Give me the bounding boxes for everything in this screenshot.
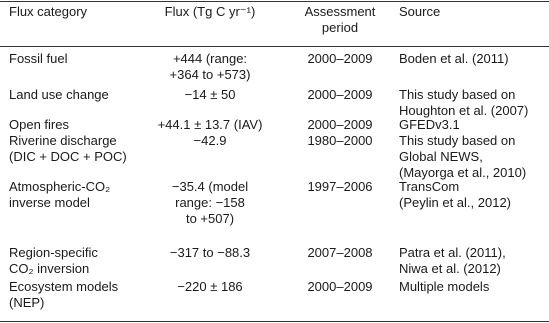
- row-1-flux-cell: [130, 51, 290, 83]
- top-rule: [0, 1, 549, 2]
- row-1-flux-cell-line: +444 (range:: [172, 51, 248, 66]
- row-5-period-cell-line: 1997–2006: [307, 179, 373, 194]
- row-5-category-cell: [9, 179, 110, 211]
- header-source-line: Source: [399, 4, 441, 19]
- row-4-source-cell-line: (Mayorga et al., 2010): [399, 165, 527, 180]
- row-5-flux-cell: [130, 179, 290, 227]
- bottom-rule: [0, 321, 549, 322]
- row-6-flux-cell-line: −317 to −88.3: [169, 245, 251, 260]
- row-5-period-cell: [292, 179, 388, 195]
- row-6-category-cell: [9, 245, 98, 277]
- row-6-period-cell-line: 2007–2008: [307, 245, 373, 260]
- header-source: [399, 4, 440, 20]
- row-2-period-cell: [292, 87, 388, 103]
- header-category: [9, 4, 87, 20]
- row-3-period-cell-line: 2000–2009: [307, 117, 373, 132]
- row-3-period-cell: [292, 117, 388, 133]
- row-5-category-cell-line: Atmospheric-CO₂: [9, 179, 111, 194]
- row-3-category-cell: [9, 117, 69, 133]
- row-3-source-cell: [399, 117, 460, 133]
- row-4-category-cell-line: (DIC + DOC + POC): [9, 149, 127, 164]
- header-period-line: period: [321, 20, 359, 35]
- row-1-category-cell: [9, 51, 68, 67]
- row-2-category-cell: [9, 87, 109, 103]
- row-6-source-cell-line: Niwa et al. (2012): [399, 261, 501, 276]
- row-4-source-cell-line: This study based on: [399, 133, 516, 148]
- row-6-category-cell-line: CO₂ inversion: [9, 261, 90, 276]
- row-2-source-cell: [399, 87, 528, 119]
- row-5-source-cell-line: TransCom: [399, 179, 460, 194]
- row-3-category-cell-line: Open fires: [9, 117, 69, 132]
- row-4-flux-cell: [130, 133, 290, 149]
- row-3-flux-cell-line: +44.1 ± 13.7 (IAV): [157, 117, 263, 132]
- header-flux-line: Flux (Tg C yr⁻¹): [164, 4, 256, 19]
- row-7-source-cell: [399, 279, 489, 295]
- row-2-flux-cell-line: −14 ± 50: [184, 87, 236, 102]
- row-2-period-cell-line: 2000–2009: [307, 87, 373, 102]
- row-2-flux-cell: [130, 87, 290, 103]
- row-1-period-cell-line: 2000–2009: [307, 51, 373, 66]
- row-4-source-cell: [399, 133, 526, 181]
- row-4-source-cell-line: Global NEWS,: [399, 149, 483, 164]
- row-7-period-cell-line: 2000–2009: [307, 279, 373, 294]
- row-4-category-cell-line: Riverine discharge: [9, 133, 117, 148]
- row-4-category-cell: [9, 133, 127, 165]
- row-1-period-cell: [292, 51, 388, 67]
- row-6-category-cell-line: Region-specific: [9, 245, 98, 260]
- header-flux: [130, 4, 290, 20]
- row-1-source-cell: [399, 51, 509, 67]
- row-2-source-cell-line: This study based on: [399, 87, 516, 102]
- row-5-flux-cell-line: −35.4 (model: [171, 179, 249, 194]
- row-2-source-cell-line: Houghton et al. (2007): [399, 103, 529, 118]
- row-7-flux-cell-line: −220 ± 186: [177, 279, 243, 294]
- row-6-period-cell: [292, 245, 388, 261]
- row-5-flux-cell-line: range: −158: [175, 195, 245, 210]
- row-5-flux-cell-line: to +507): [185, 211, 235, 226]
- row-7-category-cell-line: (NEP): [9, 295, 45, 310]
- header-period-line: Assessment: [304, 4, 376, 19]
- row-7-category-cell: [9, 279, 118, 311]
- row-7-category-cell-line: Ecosystem models: [9, 279, 119, 294]
- row-1-source-cell-line: Boden et al. (2011): [399, 51, 509, 66]
- row-2-category-cell-line: Land use change: [9, 87, 109, 102]
- row-5-category-cell-line: inverse model: [9, 195, 90, 210]
- row-5-source-cell: [399, 179, 511, 211]
- row-7-flux-cell: [130, 279, 290, 295]
- header-rule: [0, 46, 549, 47]
- row-6-flux-cell: [130, 245, 290, 261]
- row-7-source-cell-line: Multiple models: [399, 279, 490, 294]
- row-4-period-cell-line: 1980–2000: [307, 133, 373, 148]
- header-period: [292, 4, 388, 36]
- row-4-period-cell: [292, 133, 388, 149]
- row-7-period-cell: [292, 279, 388, 295]
- row-1-category-cell-line: Fossil fuel: [9, 51, 68, 66]
- row-3-source-cell-line: GFEDv3.1: [399, 117, 460, 132]
- row-1-flux-cell-line: +364 to +573): [169, 67, 251, 82]
- row-4-flux-cell-line: −42.9: [193, 133, 227, 148]
- header-category-line: Flux category: [9, 4, 88, 19]
- row-6-source-cell: [399, 245, 506, 277]
- row-6-source-cell-line: Patra et al. (2011),: [399, 245, 506, 260]
- row-5-source-cell-line: (Peylin et al., 2012): [399, 195, 512, 210]
- row-3-flux-cell: [130, 117, 290, 133]
